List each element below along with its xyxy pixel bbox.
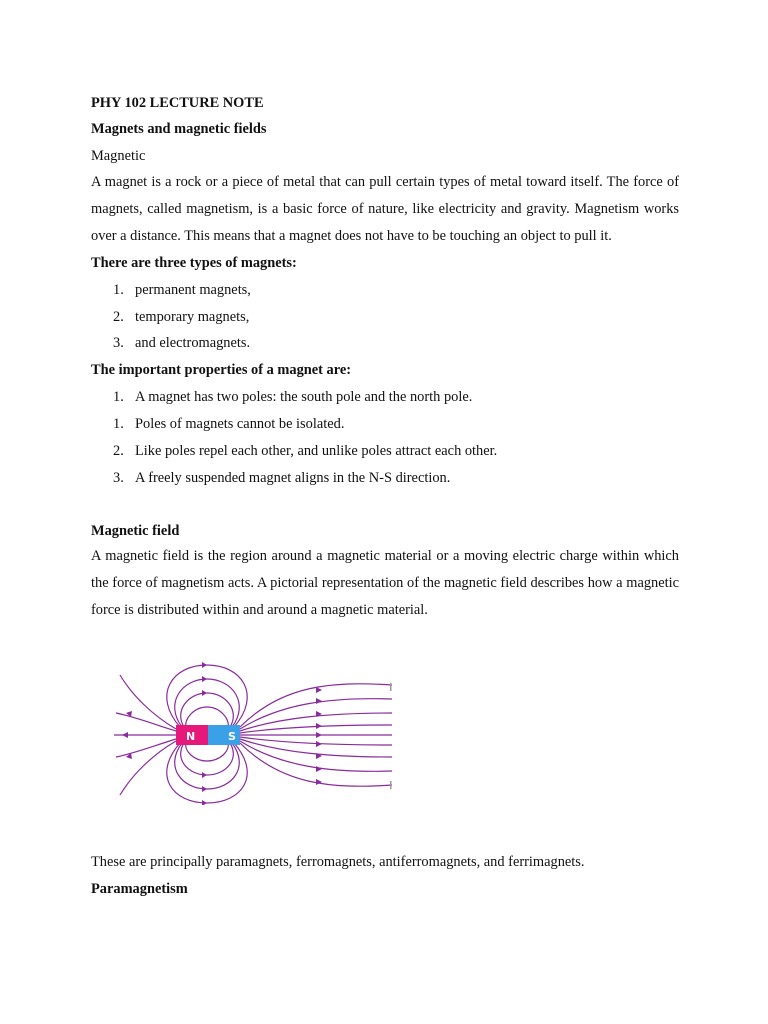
- list-number: 1.: [113, 416, 124, 432]
- arrow-icon: [316, 698, 322, 704]
- next-heading: Paramagnetism: [91, 881, 188, 897]
- list-number: 3.: [113, 470, 124, 486]
- list-item: [113, 333, 250, 353]
- arrow-icon: [316, 741, 322, 747]
- document-title: PHY 102 LECTURE NOTE: [91, 95, 264, 111]
- field-lines: [114, 665, 392, 803]
- list-item: [113, 280, 251, 300]
- bar-magnet: [176, 725, 240, 745]
- arrow-icon: [316, 732, 322, 738]
- arrow-icon: [316, 723, 322, 729]
- arrow-icon: [316, 779, 322, 785]
- field-line: [116, 739, 176, 757]
- list-item: [113, 414, 344, 434]
- list-item: [113, 387, 472, 407]
- list-text: permanent magnets,: [135, 282, 251, 298]
- field-line: [175, 679, 240, 727]
- field-line: [167, 743, 247, 803]
- figure-edge-mark: [390, 781, 392, 789]
- list-item: [113, 307, 249, 327]
- list-number: 1.: [113, 389, 124, 405]
- field-line: [186, 743, 229, 761]
- north-label: N: [186, 730, 196, 743]
- properties-heading: The important properties of a magnet are:: [91, 362, 352, 378]
- field-line: [167, 665, 247, 727]
- list-item: [113, 441, 497, 461]
- list-text: A magnet has two poles: the south pole and the north pole.: [135, 389, 473, 405]
- field-line: [116, 713, 176, 731]
- arrow-icon: [202, 662, 207, 668]
- list-text: and electromagnets.: [135, 335, 251, 351]
- closing-sentence: These are principally paramagnets, ferromagnets, antiferromagnets, and ferrimagnets.: [91, 854, 585, 870]
- section-heading: Magnets and magnetic fields: [91, 121, 267, 137]
- field-heading: Magnetic field: [91, 523, 180, 539]
- arrow-icon: [202, 786, 207, 792]
- intro-paragraph: A magnet is a rock or a piece of metal that can pull certain types of metal toward itself. The force of magnets, called magnetism, is a basic force of nature, like electricity and gravity. Magnetism works over a distance. This means that a magnet does not have to be touching an object to pull it.: [91, 174, 679, 244]
- field-paragraph: A magnetic field is the region around a magnetic material or a moving electric charge within which the force of magnetism acts. A pictorial representation of the magnetic field describes how a magnetic force is distributed within and around a magnetic material.: [91, 548, 679, 618]
- arrow-icon: [122, 732, 128, 738]
- list-text: temporary magnets,: [135, 309, 250, 325]
- field-line: [175, 743, 240, 789]
- list-text: A freely suspended magnet aligns in the N-S direction.: [135, 470, 451, 486]
- magnetic-field-figure: [112, 655, 396, 805]
- types-heading: There are three types of magnets:: [91, 255, 297, 271]
- list-number: 1.: [113, 282, 124, 298]
- arrow-icon: [202, 690, 207, 696]
- list-number: 2.: [113, 443, 124, 459]
- list-text: Poles of magnets cannot be isolated.: [135, 416, 345, 432]
- field-line: [181, 743, 234, 775]
- list-number: 2.: [113, 309, 124, 325]
- arrow-icon: [202, 772, 207, 778]
- magnetic-field-diagram: [112, 655, 396, 805]
- list-item: [113, 468, 450, 488]
- field-line: [181, 693, 234, 727]
- arrow-icon: [316, 687, 322, 693]
- list-number: 3.: [113, 335, 124, 351]
- field-line: [186, 707, 229, 727]
- figure-edge-mark: [390, 683, 392, 691]
- south-label: S: [228, 730, 236, 743]
- arrow-icon: [316, 766, 322, 772]
- subheading: Magnetic: [91, 148, 146, 164]
- arrow-icon: [202, 676, 207, 682]
- list-text: Like poles repel each other, and unlike poles attract each other.: [135, 443, 498, 459]
